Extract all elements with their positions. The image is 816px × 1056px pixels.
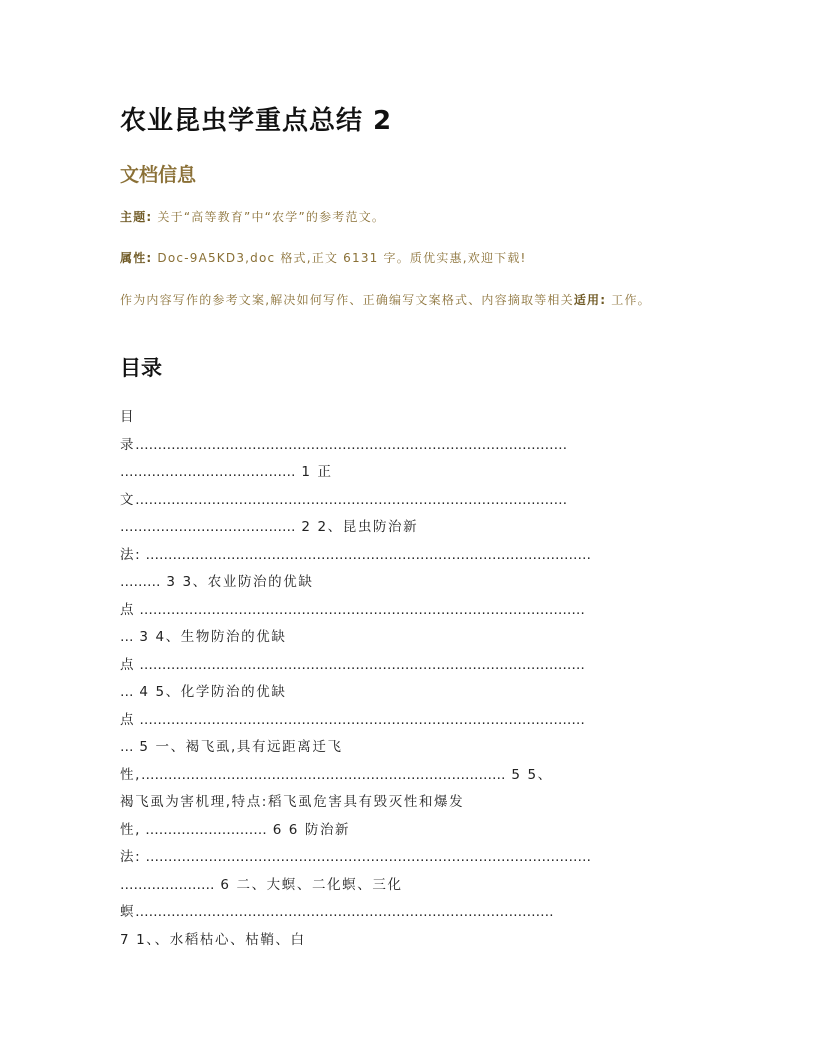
toc-line[interactable] bbox=[120, 514, 700, 542]
subject-label: 主题: bbox=[120, 210, 153, 224]
toc-line[interactable] bbox=[120, 899, 700, 927]
toc-line-page-entry: 2 2、昆虫防治新 bbox=[295, 519, 419, 535]
toc-line-text: 法: bbox=[120, 546, 142, 563]
toc-leader-dots: ……………………………………………………………………………………… bbox=[135, 601, 585, 618]
toc-line-page-entry: 6 6 防治新 bbox=[266, 821, 351, 838]
toc-leader-dots: … bbox=[120, 739, 134, 755]
toc-line-page-entry: 5 5、 bbox=[505, 766, 553, 783]
toc-leader-dots: ……………………………………………………………………………………… bbox=[135, 656, 585, 673]
toc-line-page-entry: 3 4、生物防治的优缺 bbox=[133, 629, 287, 645]
toc-line[interactable] bbox=[120, 817, 700, 845]
toc-line[interactable] bbox=[120, 487, 700, 515]
subject-line bbox=[120, 206, 710, 229]
usage-suffix: 工作。 bbox=[611, 293, 651, 307]
toc-line[interactable] bbox=[120, 707, 700, 735]
toc-leader-dots: …………………………………………………………………………………… bbox=[135, 436, 568, 453]
toc-line-page-entry: 4 5、化学防治的优缺 bbox=[133, 684, 287, 700]
toc-leader-dots: ……………………………………………………………………………………… bbox=[135, 711, 585, 728]
toc-line[interactable] bbox=[120, 872, 700, 900]
toc-line[interactable] bbox=[120, 789, 700, 817]
toc-line[interactable] bbox=[120, 542, 700, 570]
toc-leader-dots: ……………………………………………………………………… bbox=[141, 766, 506, 783]
toc-line-page-entry: 3 3、农业防治的优缺 bbox=[160, 574, 314, 590]
toc-line[interactable] bbox=[120, 432, 700, 460]
toc-line[interactable] bbox=[120, 762, 700, 790]
usage-line bbox=[120, 289, 710, 312]
toc-line-text: 性, bbox=[120, 821, 141, 838]
toc-line-text: 法: bbox=[120, 849, 142, 865]
toc-line[interactable] bbox=[120, 679, 700, 707]
toc-leader-dots: ………………………………… bbox=[120, 519, 296, 535]
toc-line-text: 文 bbox=[120, 491, 136, 508]
toc-line-text: 褐飞虱为害机理,特点:稻飞虱危害具有毁灭性和爆发 bbox=[120, 794, 465, 810]
toc-leader-dots: … bbox=[120, 684, 134, 700]
toc-leader-dots: ……………………………………………………………………………………… bbox=[141, 849, 592, 865]
toc-line-page-entry: 5 一、褐飞虱,具有远距离迁飞 bbox=[133, 739, 343, 755]
attribute-text: Doc-9A5KD3,doc 格式,正文 6131 字。质优实惠,欢迎下载! bbox=[157, 251, 527, 265]
toc-leader-dots: ………………………………………………………………………………… bbox=[135, 904, 554, 920]
toc-line-page-entry: 6 二、大螟、二化螟、三化 bbox=[214, 876, 403, 893]
toc-line-text: 点 bbox=[120, 601, 136, 618]
toc-line-page-entry: 1 正 bbox=[295, 464, 333, 480]
toc-heading: 目录 bbox=[120, 356, 162, 380]
toc-line[interactable] bbox=[120, 652, 700, 680]
toc-line-text: 螟 bbox=[120, 904, 136, 920]
toc-line[interactable] bbox=[120, 734, 700, 762]
toc-line[interactable] bbox=[120, 569, 700, 597]
toc-leader-dots: ………………………………… bbox=[120, 464, 296, 480]
toc-line-text: 点 bbox=[120, 656, 136, 673]
toc-leader-dots: ………………… bbox=[120, 876, 215, 893]
toc-leader-dots: ……………………… bbox=[141, 821, 267, 838]
toc-line-text: 7 1、、水稻枯心、枯鞘、白 bbox=[120, 931, 306, 948]
toc-leader-dots: ……………………………………………………………………………………… bbox=[141, 546, 592, 563]
toc-line[interactable] bbox=[120, 404, 700, 432]
toc-line[interactable] bbox=[120, 459, 700, 487]
toc-line[interactable] bbox=[120, 624, 700, 652]
toc-line[interactable] bbox=[120, 844, 700, 872]
toc-line-text: 点 bbox=[120, 711, 136, 728]
attribute-line bbox=[120, 247, 710, 270]
info-heading: 文档信息 bbox=[120, 164, 197, 186]
document-title: 农业昆虫学重点总结 2 bbox=[120, 106, 393, 136]
toc-line[interactable] bbox=[120, 597, 700, 625]
toc-line-text: 录 bbox=[120, 436, 136, 453]
table-of-contents bbox=[120, 404, 700, 954]
toc-leader-dots: …………………………………………………………………………………… bbox=[135, 491, 568, 508]
usage-label: 适用: bbox=[573, 293, 607, 307]
toc-line-text: 性, bbox=[120, 766, 141, 783]
toc-leader-dots: ……… bbox=[120, 574, 161, 590]
toc-line-text: 目 bbox=[120, 409, 136, 425]
subject-text: 关于“高等教育”中“农学”的参考范文。 bbox=[157, 210, 386, 224]
toc-leader-dots: … bbox=[120, 629, 134, 645]
attribute-label: 属性: bbox=[120, 251, 153, 265]
toc-line[interactable] bbox=[120, 927, 700, 955]
usage-prefix: 作为内容写作的参考文案,解决如何写作、正确编写文案格式、内容摘取等相关 bbox=[120, 293, 574, 307]
